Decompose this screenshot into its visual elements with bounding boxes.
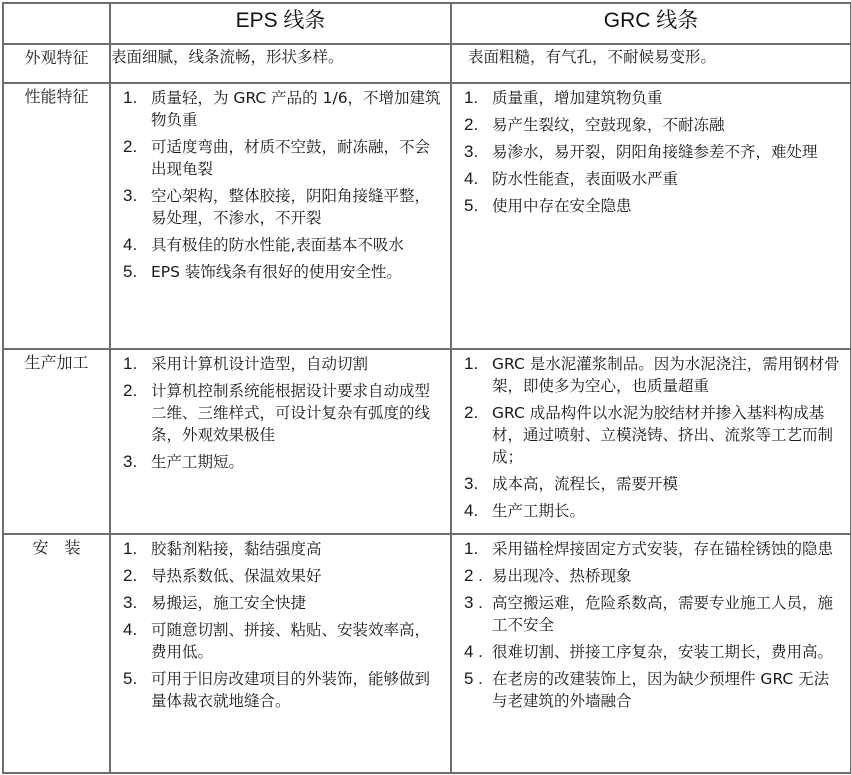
eps-installation — [110, 534, 451, 773]
list-item — [464, 141, 842, 163]
eps-production-list — [111, 350, 450, 473]
row-production — [3, 349, 851, 534]
row-performance — [3, 83, 851, 349]
item-text: 计算机控制系统能根据设计要求自动成型二维、三维样式，可设计复杂有弧度的线条，外观效果极佳 — [151, 382, 431, 444]
grc-installation-list — [452, 535, 850, 712]
item-text: 质量重，增加建筑物负重 — [492, 89, 663, 107]
list-item — [123, 565, 442, 587]
item-number: 4. — [123, 620, 138, 639]
item-text: 可适度弯曲，材质不空鼓，耐冻融，不会出现龟裂 — [151, 138, 431, 178]
item-number: 3. — [123, 593, 138, 612]
eps-appearance: 表面细腻，线条流畅，形状多样。 — [110, 44, 451, 83]
row-label-appearance: 外观特征 — [3, 44, 110, 83]
item-number: 4. — [464, 169, 479, 188]
item-text: 易出现冷、热桥现象 — [492, 567, 632, 585]
list-item — [123, 185, 442, 229]
item-number: 1. — [464, 354, 479, 373]
grc-performance-list — [452, 84, 850, 217]
row-label-performance: 性能特征 — [3, 83, 110, 349]
item-number: 2. — [123, 566, 138, 585]
item-number: 3. — [123, 186, 138, 205]
eps-performance — [110, 83, 451, 349]
list-item — [464, 87, 842, 109]
item-number: 2. — [123, 381, 138, 400]
item-text: 易产生裂纹，空鼓现象，不耐冻融 — [492, 116, 725, 134]
item-text: 采用锚栓焊接固定方式安装，存在锚栓锈蚀的隐患 — [492, 540, 834, 558]
item-text: 使用中存在安全隐患 — [492, 197, 632, 215]
item-text: EPS 装饰线条有很好的使用安全性。 — [151, 263, 402, 281]
grc-production-list — [452, 350, 850, 522]
list-item — [123, 87, 442, 131]
item-text: 成本高，流程长，需要开模 — [492, 475, 679, 493]
list-item — [464, 353, 842, 397]
item-number: 4. — [464, 501, 479, 520]
item-number: 1. — [123, 539, 138, 558]
item-number: 5. — [123, 669, 138, 688]
header-row — [3, 3, 851, 44]
list-item — [464, 114, 842, 136]
item-number: 2. — [464, 115, 479, 134]
item-text: 防水性能查，表面吸水严重 — [492, 170, 679, 188]
list-item — [464, 641, 842, 663]
list-item — [464, 565, 842, 587]
item-number: 3 . — [464, 593, 483, 612]
item-number: 2 . — [464, 566, 483, 585]
item-text: 易搬运，施工安全快捷 — [151, 594, 307, 612]
eps-performance-list — [111, 84, 450, 283]
item-number: 5. — [123, 262, 138, 281]
grc-performance — [451, 83, 851, 349]
item-number: 3. — [464, 142, 479, 161]
item-text: 质量轻，为 GRC 产品的 1/6，不增加建筑物负重 — [151, 89, 441, 129]
item-number: 2. — [464, 403, 479, 422]
list-item — [464, 168, 842, 190]
item-text: 采用计算机设计造型，自动切割 — [151, 355, 369, 373]
list-item — [123, 538, 442, 560]
eps-production — [110, 349, 451, 534]
item-text: 胶黏剂粘接，黏结强度高 — [151, 540, 322, 558]
list-item — [123, 234, 442, 256]
item-text: 生产工期短。 — [151, 453, 245, 471]
list-item — [464, 668, 842, 712]
list-item — [464, 592, 842, 636]
list-item — [464, 538, 842, 560]
row-label-production: 生产加工 — [3, 349, 110, 534]
list-item — [123, 380, 442, 446]
item-text: 在老房的改建装饰上，因为缺少预埋件 GRC 无法与老建筑的外墙融合 — [492, 670, 830, 710]
grc-production — [451, 349, 851, 534]
corner-cell — [3, 3, 110, 44]
item-text: 高空搬运难，危险系数高，需要专业施工人员，施工不安全 — [492, 594, 834, 634]
row-appearance — [3, 44, 851, 83]
item-number: 3. — [123, 452, 138, 471]
grc-installation — [451, 534, 851, 773]
list-item — [123, 136, 442, 180]
item-text: 易渗水，易开裂，阴阳角接缝参差不齐，难处理 — [492, 143, 818, 161]
item-text: 空心架构，整体胶接，阴阳角接缝平整，易处理，不渗水，不开裂 — [151, 187, 431, 227]
item-number: 1. — [123, 354, 138, 373]
header-eps: EPS 线条 — [110, 3, 451, 44]
item-text: 导热系数低、保温效果好 — [151, 567, 322, 585]
item-number: 2. — [123, 137, 138, 156]
eps-installation-list — [111, 535, 450, 712]
grc-appearance: 表面粗糙，有气孔，不耐候易变形。 — [451, 44, 851, 83]
list-item — [123, 619, 442, 663]
item-number: 1. — [464, 88, 479, 107]
list-item — [123, 451, 442, 473]
item-number: 1. — [464, 539, 479, 558]
item-text: GRC 是水泥灌浆制品。因为水泥浇注，需用钢材骨架，即使多为空心，也质量超重 — [492, 355, 840, 395]
item-text: 具有极佳的防水性能,表面基本不吸水 — [151, 236, 404, 254]
item-text: GRC 成品构件以水泥为胶结材并掺入基料构成基材，通过喷射、立模浇铸、挤出、流浆等工艺而制成； — [492, 404, 834, 466]
list-item — [464, 402, 842, 468]
row-installation — [3, 534, 851, 773]
list-item — [123, 668, 442, 712]
list-item — [123, 353, 442, 375]
item-number: 5 . — [464, 669, 483, 688]
list-item — [464, 500, 842, 522]
item-text: 可随意切割、拼接、粘贴、安装效率高，费用低。 — [151, 621, 431, 661]
list-item — [123, 261, 442, 283]
row-label-installation: 安 装 — [3, 534, 110, 773]
item-number: 3. — [464, 474, 479, 493]
list-item — [123, 592, 442, 614]
comparison-table — [2, 2, 851, 774]
item-text: 很难切割、拼接工序复杂，安装工期长，费用高。 — [492, 643, 834, 661]
header-grc: GRC 线条 — [451, 3, 851, 44]
item-number: 4 . — [464, 642, 483, 661]
item-number: 1. — [123, 88, 138, 107]
item-text: 可用于旧房改建项目的外装饰，能够做到量体裁衣就地缝合。 — [151, 670, 431, 710]
list-item — [464, 195, 842, 217]
item-text: 生产工期长。 — [492, 502, 586, 520]
list-item — [464, 473, 842, 495]
item-number: 4. — [123, 235, 138, 254]
item-number: 5. — [464, 196, 479, 215]
